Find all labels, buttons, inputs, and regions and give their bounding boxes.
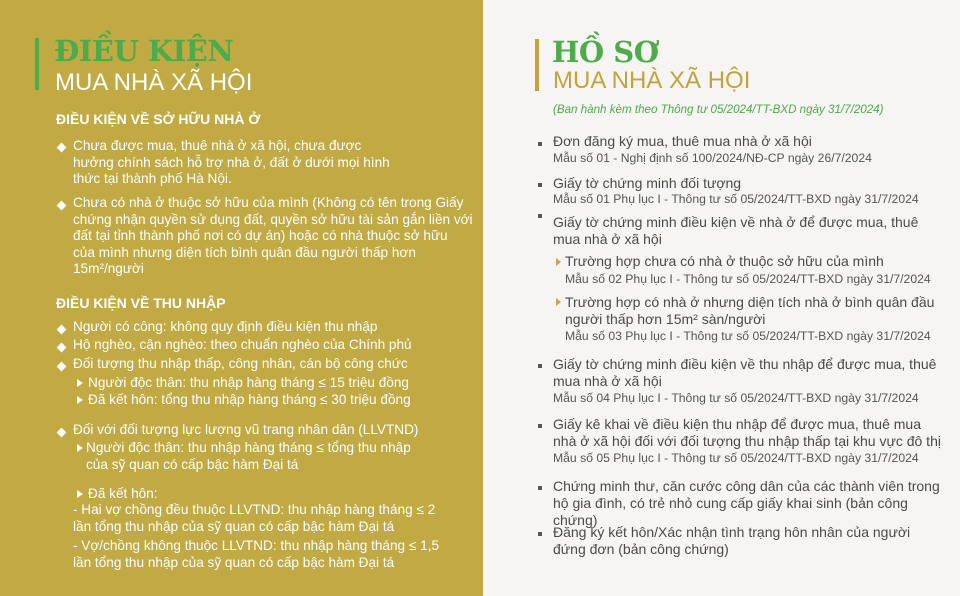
document-item: Giấy tờ chứng minh điều kiện về nhà ở để được mua, thuê mua nhà ở xã hội: [553, 214, 919, 247]
armed-forces-item: Đối với đối tượng lực lượng vũ trang nhân dân (LLVTND): [73, 422, 419, 437]
document-subitem: Trường hợp chưa có nhà ở thuộc sở hữu của mình: [565, 253, 884, 269]
armed-married-item: Đã kết hôn:: [88, 486, 158, 501]
square-bullet-icon: [538, 183, 542, 187]
document-item: Giấy tờ chứng minh điều kiện về thu nhập để được mua, thuê mua nhà ở xã hội: [553, 356, 937, 389]
legal-note: (Ban hành kèm theo Thông tư 05/2024/TT-BXD ngày 31/7/2024): [553, 103, 884, 116]
diamond-bullet-icon: [57, 428, 67, 438]
triangle-bullet-icon: [77, 444, 83, 452]
conditions-subtitle: MUA NHÀ XÃ HỘI: [55, 69, 253, 96]
accent-bar: [35, 38, 39, 90]
document-item: Đơn đăng ký mua, thuê mua nhà ở xã hội: [553, 133, 812, 149]
square-bullet-icon: [538, 364, 542, 368]
document-ref: Mẫu số 03 Phụ lục I - Thông tư số 05/2024/TT-BXD ngày 31/7/2024: [565, 329, 931, 343]
section-heading-income: ĐIỀU KIỆN VỀ THU NHẬP: [56, 295, 226, 311]
document-ref: Mẫu số 04 Phụ lục I - Thông tư số 05/2024/TT-BXD ngày 31/7/2024: [553, 391, 919, 405]
document-item: Chứng minh thư, căn cước công dân của các thành viên trong hộ gia đình, có trẻ nhỏ cung cấp giấy khai sinh (bản công chứng): [553, 478, 940, 528]
income-item: Người có công: không quy định điều kiện thu nhập: [73, 319, 378, 334]
triangle-bullet-icon: [556, 298, 561, 306]
document-item: Đăng ký kết hôn/Xác nhận tình trạng hôn nhân của người đứng đơn (bản công chứng): [553, 524, 911, 557]
triangle-bullet-icon: [77, 396, 83, 404]
income-item: Hộ nghèo, cận nghèo: theo chuẩn nghèo của Chính phủ: [73, 337, 412, 352]
document-ref: Mẫu số 01 Phụ lục I - Thông tư số 05/2024/TT-BXD ngày 31/7/2024: [553, 192, 919, 206]
diamond-bullet-icon: [57, 201, 67, 211]
accent-bar: [535, 39, 539, 91]
square-bullet-icon: [538, 424, 542, 428]
square-bullet-icon: [538, 214, 542, 218]
income-subitem: Đã kết hôn: tổng thu nhập hàng tháng ≤ 30 triệu đồng: [88, 392, 411, 407]
triangle-bullet-icon: [77, 490, 83, 498]
triangle-bullet-icon: [556, 258, 561, 266]
income-subitem: Người độc thân: thu nhập hàng tháng ≤ 15 triệu đồng: [88, 375, 409, 390]
square-bullet-icon: [538, 486, 542, 490]
documents-panel: [483, 0, 960, 596]
income-item: Đối tượng thu nhập thấp, công nhân, cán bộ công chức: [73, 356, 408, 371]
section-heading-ownership: ĐIỀU KIỆN VỀ SỞ HỮU NHÀ Ở: [56, 111, 261, 127]
documents-title: HỒ SƠ: [552, 35, 659, 69]
armed-married-both: - Hai vợ chồng đều thuộc LLVTND: thu nhập hàng tháng ≤ 2 lần tổng thu nhập của sỹ quan có cấp bậc hàm Đại tá: [73, 502, 436, 534]
diamond-bullet-icon: [57, 362, 67, 372]
diamond-bullet-icon: [57, 325, 67, 335]
armed-married-one: - Vợ/chồng không thuộc LLVTND: thu nhập hàng tháng ≤ 1,5 lần tổng thu nhập của sỹ quan có cấp bậc hàm Đại tá: [73, 538, 440, 570]
diamond-bullet-icon: [57, 343, 67, 353]
square-bullet-icon: [538, 142, 542, 146]
document-ref: Mẫu số 02 Phụ lục I - Thông tư số 05/2024/TT-BXD ngày 31/7/2024: [565, 272, 931, 286]
ownership-item: Chưa được mua, thuê nhà ở xã hội, chưa được hưởng chính sách hỗ trợ nhà ở, đất ở dưới mọi hình thức tại thành phố Hà Nội.: [73, 138, 390, 186]
document-ref: Mẫu số 01 - Nghị định số 100/2024/NĐ-CP ngày 26/7/2024: [553, 151, 872, 165]
armed-single-item: Người độc thân: thu nhập hàng tháng ≤ tổng thu nhập của sỹ quan có cấp bậc hàm Đại tá: [86, 440, 411, 472]
square-bullet-icon: [538, 532, 542, 536]
document-subitem: Trường hợp có nhà ở nhưng diện tích nhà ở bình quân đầu người thấp hơn 15m² sàn/người: [565, 294, 935, 327]
document-item: Giấy kê khai về điều kiện thu nhập để được mua, thuê mua nhà ở xã hội đối với đối tượng thu nhập thấp tại khu vực đô thị: [553, 416, 941, 449]
triangle-bullet-icon: [77, 379, 83, 387]
documents-subtitle: MUA NHÀ XÃ HỘI: [553, 67, 751, 94]
document-ref: Mẫu số 05 Phụ lục I - Thông tư số 05/2024/TT-BXD ngày 31/7/2024: [553, 451, 919, 465]
document-item: Giấy tờ chứng minh đối tượng: [553, 175, 742, 191]
diamond-bullet-icon: [57, 143, 67, 153]
ownership-item: Chưa có nhà ở thuộc sở hữu của mình (Không có tên trong Giấy chứng nhận quyền sử dụng đất, quyền sở hữu tài sản gắn liền với đất tại tỉnh thành phố nơi có dự án) hoặc có nhà thuộc sở hữu của mình nhưng diện tích bình quân đầu người thấp hơn 15m²/người: [73, 195, 473, 276]
conditions-title: ĐIỀU KIỆN: [54, 34, 234, 68]
